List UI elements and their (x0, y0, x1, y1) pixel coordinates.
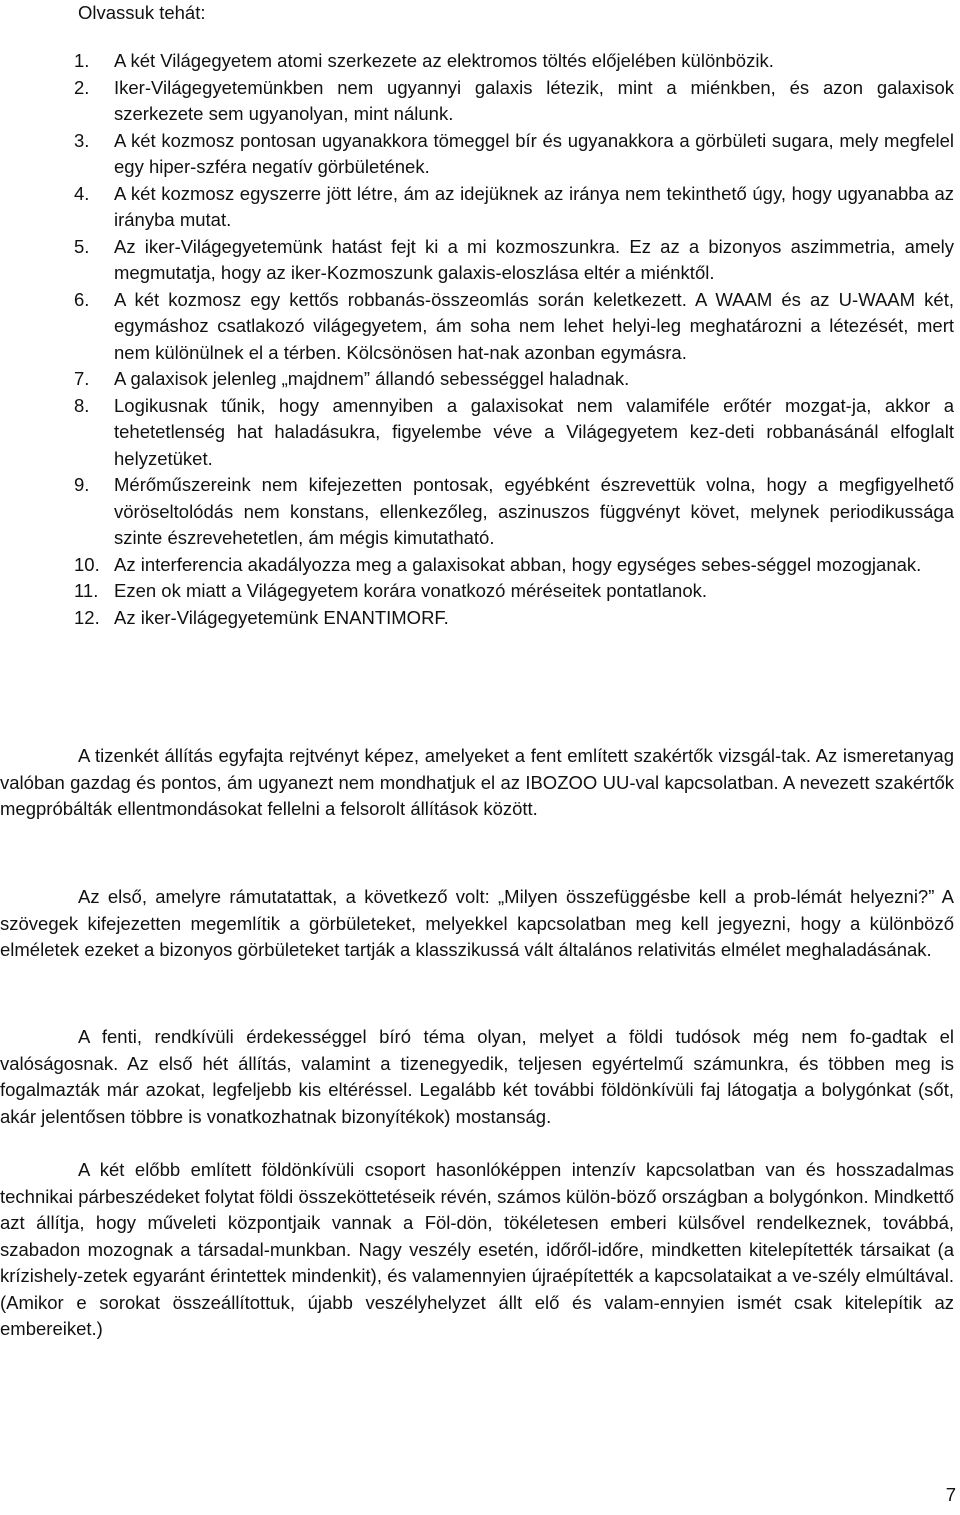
list-item-text: Ezen ok miatt a Világegyetem korára vonatkozó méréseitek pontatlanok. (114, 580, 708, 601)
intro-line: Olvassuk tehát: (78, 2, 206, 23)
list-item-number: 12. (74, 606, 100, 628)
list-item (0, 234, 954, 287)
page-number: 7 (945, 1484, 956, 1505)
list-item-number: 10. (74, 553, 100, 575)
list-item-text: Logikusnak tűnik, hogy amennyiben a galaxisokat nem valamiféle erőtér mozgat-ja, akkor a tehetetlenség hat haladásukra, figyelembe véve a Világegyetem kez-deti robbanásánál elfoglalt helyzetüket. (114, 394, 954, 469)
list-item (0, 181, 954, 234)
list-item-number: 9. (74, 474, 90, 495)
body-paragraph: A fenti, rendkívüli érdekességgel bíró téma olyan, melyet a földi tudósok még nem fo-gadtak el valóságosnak. Az első hét állítás, valamint a tizenegyedik, teljesen egyértelmű számunkra, és többen meg is fogalmazták már azokat, legfeljebb kis eltéréssel. Legalább két további földönkívüli faj látogatja a bolygónkat (sőt, akár jelentősen többre is vonatkozhatnak bizonyítékok) mostanság. (0, 1026, 954, 1127)
list-item-number: 6. (74, 288, 90, 310)
list-item-text: A két kozmosz egy kettős robbanás-összeomlás során keletkezett. A WAAM és az U-WAAM két, egymáshoz csatlakozó világegyetem, ám soha nem lehet helyi-leg meghatározni a létezését, mert nem különülnek el a térben. Kölcsönösen hat-nak azonban egymásra. (114, 288, 954, 363)
body-paragraph: A tizenkét állítás egyfajta rejtvényt képez, amelyeket a fent említett szakértők vizsgál-tak. Az ismeretanyag valóban gazdag és pontos, ám ugyanezt nem mondhatjuk el az IBOZOO UU-val kapcsolatban. A nevezett szakértők megpróbálták ellentmondásokat fellelni a felsorolt állítások között. (0, 745, 954, 819)
list-item-text: A két Világegyetem atomi szerkezete az elektromos töltés előjelében különbözik. (114, 50, 774, 71)
statement-list (0, 48, 954, 631)
list-item-text: Iker-Világegyetemünkben nem ugyannyi galaxis létezik, mint a miénkben, és azon galaxisok szerkezete sem ugyanolyan, mint nálunk. (114, 76, 954, 124)
list-item (0, 472, 954, 552)
list-item (0, 393, 954, 473)
list-item-text: Az interferencia akadályozza meg a galaxisokat abban, hogy egységes sebes-séggel mozogjanak. (114, 553, 922, 575)
list-item-number: 2. (74, 76, 90, 98)
list-item-number: 3. (74, 129, 90, 151)
list-item-number: 5. (74, 235, 90, 257)
list-item-text: Az iker-Világegyetemünk hatást fejt ki a mi kozmoszunkra. Ez az a bizonyos aszimmetria, amely megmutatja, hogy az iker-Kozmoszunk galaxis-eloszlása eltér a miénktől. (114, 235, 954, 283)
list-item-number: 11. (74, 580, 99, 601)
list-item-number: 4. (74, 182, 90, 204)
list-item-text: A két kozmosz egyszerre jött létre, ám az idejüknek az iránya nem tekinthető úgy, hogy ugyanabba az irányba mutat. (114, 182, 954, 230)
list-item-text: Az iker-Világegyetemünk ENANTIMORF. (114, 606, 449, 628)
list-item (0, 366, 954, 393)
list-item (0, 605, 954, 632)
body-paragraph: Az első, amelyre rámutatattak, a következő volt: „Milyen összefüggésbe kell a prob-lémát helyezni?” A szövegek kifejezetten megemlítik a görbületeket, melyekkel kapcsolatban meg kell jegyezni, hogy a különböző elméletek ezeket a bizonyos görbületeket tartják a klasszikussá vált általános relativitás elmélet meghaladásának. (0, 886, 954, 960)
list-item (0, 578, 954, 605)
list-item-text: A galaxisok jelenleg „majdnem” állandó sebességgel haladnak. (114, 368, 630, 389)
list-item-text: A két kozmosz pontosan ugyanakkora tömeggel bír és ugyanakkora a görbületi sugara, mely megfelel egy hiper-szféra negatív görbületének. (114, 129, 954, 177)
list-item-number: 8. (74, 394, 90, 416)
list-item (0, 75, 954, 128)
list-item (0, 128, 954, 181)
list-item (0, 287, 954, 367)
list-item (0, 48, 954, 75)
list-item-text: Mérőműszereink nem kifejezetten pontosak, egyébként észrevettük volna, hogy a megfigyelhető vöröseltolódás nem konstans, ellenkezőleg, aszinuszos függvényt követ, melynek periodikussága szinte észrevehetetlen, ám mégis kimutatható. (114, 474, 954, 548)
list-item (0, 552, 954, 579)
list-item-number: 1. (74, 50, 90, 71)
body-paragraph: A két előbb említett földönkívüli csoport hasonlóképpen intenzív kapcsolatban van és hosszadalmas technikai párbeszédeket folytat földi összeköttetéseik révén, számos külön-böző országban a bolygónkon. Mindkettő azt állítja, hogy műveleti központjaik vannak a Föl-dön, tökéletesen emberi külsővel rendelkeznek, továbbá, szabadon mozognak a társadal-munkban. Nagy veszély esetén, időről-időre, mindketten kitelepítették társaikat (a krízishely-zetek egyaránt érintettek mindenkit), és valamennyien újraépítették a kapcsolataikat a ve-szély elmúltával. (Amikor e sorokat összeállítottuk, újabb veszélyhelyzet állt elő és valam-ennyien ismét csak kitelepítik az embereiket.) (0, 1159, 954, 1339)
list-item-number: 7. (74, 368, 90, 389)
